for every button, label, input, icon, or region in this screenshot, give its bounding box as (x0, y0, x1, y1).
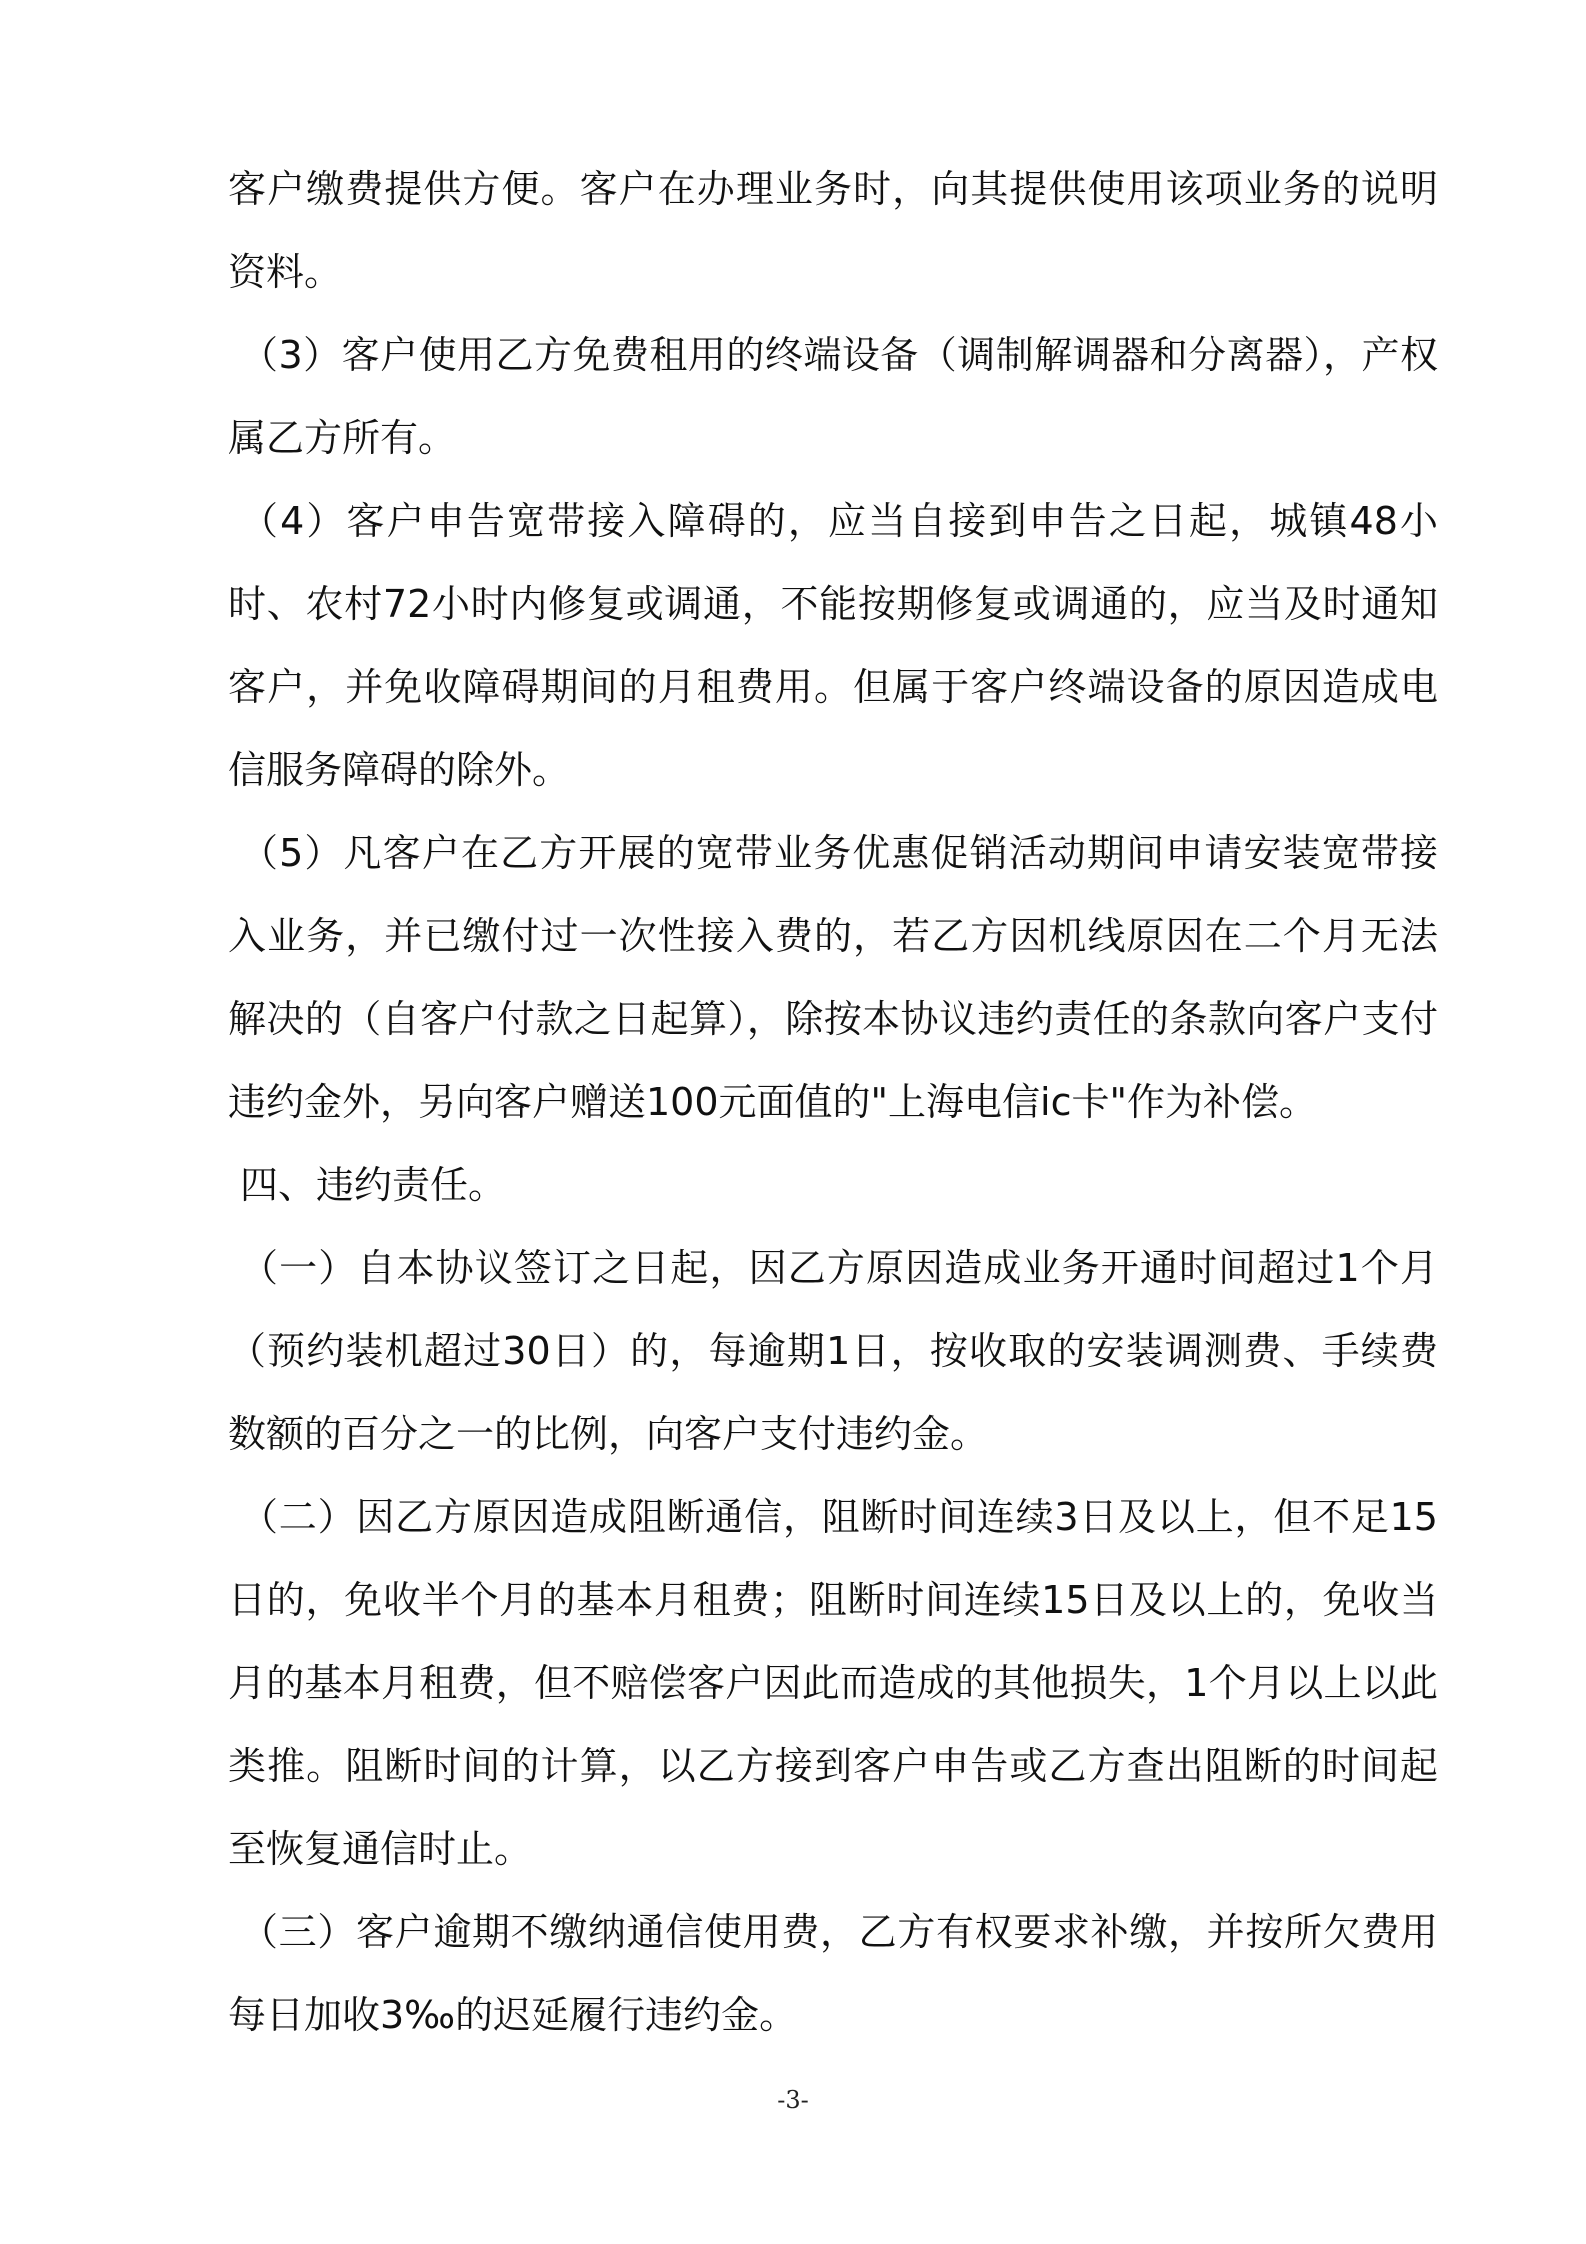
paragraph-clause-1: （一）自本协议签订之日起，因乙方原因造成业务开通时间超过1个月（预约装机超过30日）的，每逾期1日，按收取的安装调测费、手续费数额的百分之一的比例，向客户支付违约金。 (228, 1246, 1438, 1456)
paragraph-continuation: 客户缴费提供方便。客户在办理业务时，向其提供使用该项业务的说明资料。 (228, 167, 1438, 294)
paragraph-clause-2: （二）因乙方原因造成阻断通信，阻断时间连续3日及以上，但不足15日的，免收半个月的基本月租费；阻断时间连续15日及以上的，免收当月的基本月租费，但不赔偿客户因此而造成的其他损失，1个月以上以此类推。阻断时间的计算，以乙方接到客户申告或乙方查出阻断的时间起至恢复通信时止。 (228, 1495, 1438, 1871)
page-number: -3- (777, 2086, 809, 2114)
section-heading-breach-liability: 四、违约责任。 (240, 1163, 507, 1207)
paragraph-item-4: （4）客户申告宽带接入障碍的，应当自接到申告之日起，城镇48小时、农村72小时内修复或调通，不能按期修复或调通的，应当及时通知客户，并免收障碍期间的月租费用。但属于客户终端设备的原因造成电信服务障碍的除外。 (228, 499, 1438, 792)
document-body (228, 148, 1438, 2057)
paragraph-clause-3: （三）客户逾期不缴纳通信使用费，乙方有权要求补缴，并按所欠费用每日加收3‰的迟延履行违约金。 (228, 1910, 1438, 2037)
paragraph-item-3: （3）客户使用乙方免费租用的终端设备（调制解调器和分离器），产权属乙方所有。 (228, 333, 1438, 460)
paragraph-item-5: （5）凡客户在乙方开展的宽带业务优惠促销活动期间申请安装宽带接入业务，并已缴付过一次性接入费的，若乙方因机线原因在二个月无法解决的（自客户付款之日起算），除按本协议违约责任的条款向客户支付违约金外，另向客户赠送100元面值的"上海电信ic卡"作为补偿。 (228, 831, 1438, 1124)
